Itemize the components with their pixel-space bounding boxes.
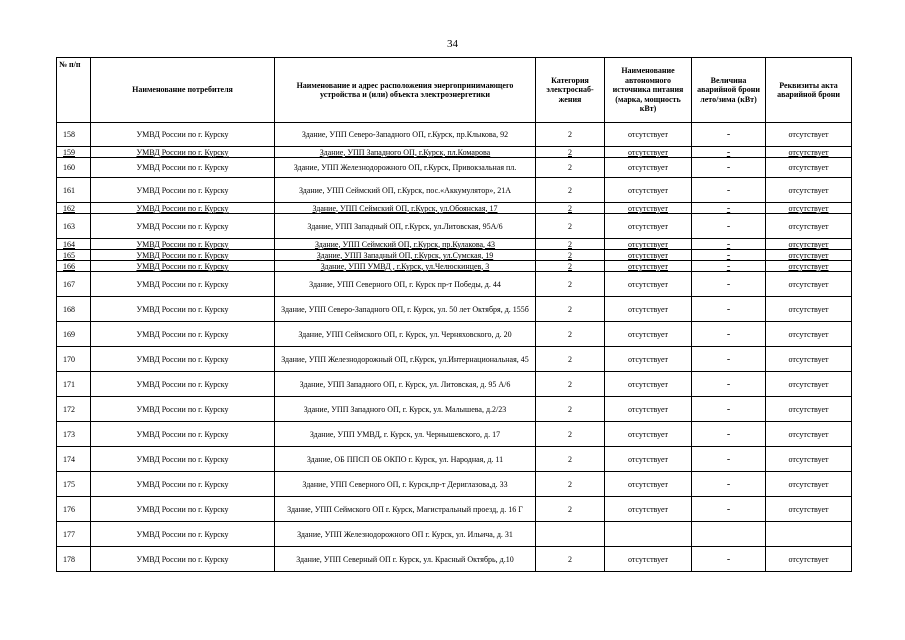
cell-category: 2 bbox=[536, 447, 605, 472]
cell-num: 178 bbox=[57, 547, 91, 572]
cell-source: отсутствует bbox=[605, 123, 692, 147]
cell-reserve: - bbox=[692, 297, 766, 322]
cell-source: отсутствует bbox=[605, 158, 692, 178]
cell-reserve: - bbox=[692, 347, 766, 372]
cell-consumer: УМВД России по г. Курску bbox=[91, 447, 275, 472]
cell-category: 2 bbox=[536, 372, 605, 397]
cell-consumer: УМВД России по г. Курску bbox=[91, 250, 275, 261]
cell-reserve: - bbox=[692, 178, 766, 203]
cell-num: 158 bbox=[57, 123, 91, 147]
cell-act: отсутствует bbox=[766, 447, 852, 472]
cell-num: 177 bbox=[57, 522, 91, 547]
cell-source: отсутствует bbox=[605, 472, 692, 497]
header-category: Категория электроснаб-жения bbox=[536, 58, 605, 123]
table-row bbox=[57, 261, 852, 272]
cell-num: 168 bbox=[57, 297, 91, 322]
cell-consumer: УМВД России по г. Курску bbox=[91, 397, 275, 422]
header-consumer: Наименование потребителя bbox=[91, 58, 275, 123]
cell-source: отсутствует bbox=[605, 239, 692, 250]
cell-category: 2 bbox=[536, 214, 605, 239]
cell-object: Здание, УПП УМВД, г. Курск, ул. Чернышевского, д. 17 bbox=[275, 422, 536, 447]
cell-consumer: УМВД России по г. Курску bbox=[91, 123, 275, 147]
cell-category: 2 bbox=[536, 147, 605, 158]
cell-object: Здание, УПП Сеймского ОП, г. Курск, ул. Черняховского, д. 20 bbox=[275, 322, 536, 347]
cell-consumer: УМВД России по г. Курску bbox=[91, 297, 275, 322]
cell-consumer: УМВД России по г. Курску bbox=[91, 347, 275, 372]
table-row bbox=[57, 214, 852, 239]
cell-act: отсутствует bbox=[766, 472, 852, 497]
cell-num: 173 bbox=[57, 422, 91, 447]
table-row bbox=[57, 203, 852, 214]
table-row bbox=[57, 250, 852, 261]
table-row bbox=[57, 372, 852, 397]
cell-consumer: УМВД России по г. Курску bbox=[91, 372, 275, 397]
cell-source: отсутствует bbox=[605, 547, 692, 572]
table-row bbox=[57, 497, 852, 522]
table-row bbox=[57, 239, 852, 250]
cell-act: отсутствует bbox=[766, 497, 852, 522]
cell-source: отсутствует bbox=[605, 203, 692, 214]
cell-source: отсутствует bbox=[605, 261, 692, 272]
cell-consumer: УМВД России по г. Курску bbox=[91, 547, 275, 572]
table-header-row bbox=[57, 58, 852, 123]
cell-reserve: - bbox=[692, 372, 766, 397]
cell-reserve: - bbox=[692, 547, 766, 572]
cell-reserve: - bbox=[692, 322, 766, 347]
cell-object: Здание, УПП Железнодорожного ОП г. Курск, ул. Ильича, д. 31 bbox=[275, 522, 536, 547]
cell-object: Здание, УПП Северного ОП, г. Курск,пр-т Дериглазова,д. 33 bbox=[275, 472, 536, 497]
cell-object: Здание, ОБ ППСП ОБ ОКПО г. Курск, ул. Народная, д. 11 bbox=[275, 447, 536, 472]
cell-category: 2 bbox=[536, 322, 605, 347]
cell-act: отсутствует bbox=[766, 250, 852, 261]
cell-num: 175 bbox=[57, 472, 91, 497]
cell-reserve: - bbox=[692, 472, 766, 497]
table-row bbox=[57, 123, 852, 147]
cell-object: Здание, УПП Северного ОП, г. Курск пр-т Победы, д. 44 bbox=[275, 272, 536, 297]
cell-consumer: УМВД России по г. Курску bbox=[91, 214, 275, 239]
table-row bbox=[57, 422, 852, 447]
cell-source bbox=[605, 522, 692, 547]
cell-reserve: - bbox=[692, 497, 766, 522]
cell-object: Здание, УПП Сеймский ОП, г.Курск, пр.Кулакова, 43 bbox=[275, 239, 536, 250]
cell-act: отсутствует bbox=[766, 261, 852, 272]
cell-category: 2 bbox=[536, 158, 605, 178]
cell-source: отсутствует bbox=[605, 297, 692, 322]
cell-source: отсутствует bbox=[605, 322, 692, 347]
cell-num: 160 bbox=[57, 158, 91, 178]
cell-category: 2 bbox=[536, 422, 605, 447]
cell-act bbox=[766, 522, 852, 547]
cell-object: Здание, УПП Западного ОП, г. Курск, ул. Малышева, д.2/23 bbox=[275, 397, 536, 422]
cell-act: отсутствует bbox=[766, 158, 852, 178]
cell-reserve: - bbox=[692, 261, 766, 272]
cell-act: отсутствует bbox=[766, 422, 852, 447]
cell-act: отсутствует bbox=[766, 214, 852, 239]
cell-num: 161 bbox=[57, 178, 91, 203]
cell-consumer: УМВД России по г. Курску bbox=[91, 158, 275, 178]
cell-act: отсутствует bbox=[766, 347, 852, 372]
cell-act: отсутствует bbox=[766, 397, 852, 422]
consumers-table bbox=[56, 57, 852, 572]
table-row bbox=[57, 272, 852, 297]
table-row bbox=[57, 178, 852, 203]
cell-reserve: - bbox=[692, 250, 766, 261]
table-row bbox=[57, 158, 852, 178]
cell-object: Здание, УПП УМВД , г.Курск, ул.Челюскинцев, 3 bbox=[275, 261, 536, 272]
cell-num: 166 bbox=[57, 261, 91, 272]
cell-consumer: УМВД России по г. Курску bbox=[91, 178, 275, 203]
table-row bbox=[57, 322, 852, 347]
cell-act: отсутствует bbox=[766, 178, 852, 203]
cell-num: 162 bbox=[57, 203, 91, 214]
cell-category: 2 bbox=[536, 297, 605, 322]
page-number: 34 bbox=[447, 38, 458, 50]
cell-source: отсутствует bbox=[605, 214, 692, 239]
cell-reserve: - bbox=[692, 272, 766, 297]
cell-source: отсутствует bbox=[605, 372, 692, 397]
cell-category: 2 bbox=[536, 203, 605, 214]
cell-reserve: - bbox=[692, 203, 766, 214]
cell-num: 164 bbox=[57, 239, 91, 250]
table-row bbox=[57, 447, 852, 472]
cell-act: отсутствует bbox=[766, 203, 852, 214]
cell-object: Здание, УПП Железнодорожного ОП, г.Курск, Привокзальная пл. bbox=[275, 158, 536, 178]
cell-source: отсутствует bbox=[605, 422, 692, 447]
cell-object: Здание, УПП Сеймский ОП, г.Курск, ул.Обоянская, 17 bbox=[275, 203, 536, 214]
header-object: Наименование и адрес расположения энергопринимающего устройства и (или) объекта электроэнергетики bbox=[275, 58, 536, 123]
cell-consumer: УМВД России по г. Курску bbox=[91, 322, 275, 347]
cell-consumer: УМВД России по г. Курску bbox=[91, 272, 275, 297]
table-row bbox=[57, 147, 852, 158]
cell-num: 167 bbox=[57, 272, 91, 297]
table-body bbox=[57, 123, 852, 572]
cell-category: 2 bbox=[536, 547, 605, 572]
cell-consumer: УМВД России по г. Курску bbox=[91, 147, 275, 158]
cell-category: 2 bbox=[536, 272, 605, 297]
cell-source: отсутствует bbox=[605, 447, 692, 472]
cell-category bbox=[536, 522, 605, 547]
cell-category: 2 bbox=[536, 497, 605, 522]
cell-num: 165 bbox=[57, 250, 91, 261]
cell-consumer: УМВД России по г. Курску bbox=[91, 522, 275, 547]
cell-category: 2 bbox=[536, 261, 605, 272]
cell-act: отсутствует bbox=[766, 239, 852, 250]
cell-object: Здание, УПП Северо-Западного ОП, г.Курск, пр.Клыкова, 92 bbox=[275, 123, 536, 147]
header-reserve: Величина аварийной брони лето/зима (кВт) bbox=[692, 58, 766, 123]
cell-source: отсутствует bbox=[605, 250, 692, 261]
cell-object: Здание, УПП Западный ОП, г.Курск, ул.Сумская, 19 bbox=[275, 250, 536, 261]
cell-category: 2 bbox=[536, 397, 605, 422]
cell-act: отсутствует bbox=[766, 147, 852, 158]
cell-object: Здание, УПП Сеймского ОП г. Курск, Магистральный проезд, д. 16 Г bbox=[275, 497, 536, 522]
table-row bbox=[57, 522, 852, 547]
cell-reserve: - bbox=[692, 147, 766, 158]
cell-source: отсутствует bbox=[605, 272, 692, 297]
header-num: № п/п bbox=[57, 58, 91, 123]
cell-num: 172 bbox=[57, 397, 91, 422]
cell-num: 176 bbox=[57, 497, 91, 522]
cell-reserve: - bbox=[692, 447, 766, 472]
table-row bbox=[57, 547, 852, 572]
cell-object: Здание, УПП Северо-Западного ОП, г. Курск, ул. 50 лет Октября, д. 155б bbox=[275, 297, 536, 322]
cell-reserve: - bbox=[692, 397, 766, 422]
cell-act: отсутствует bbox=[766, 272, 852, 297]
table-row bbox=[57, 397, 852, 422]
cell-object: Здание, УПП Северный ОП г. Курск, ул. Красный Октябрь, д.10 bbox=[275, 547, 536, 572]
cell-source: отсутствует bbox=[605, 347, 692, 372]
table-row bbox=[57, 297, 852, 322]
cell-source: отсутствует bbox=[605, 147, 692, 158]
cell-act: отсутствует bbox=[766, 297, 852, 322]
cell-act: отсутствует bbox=[766, 372, 852, 397]
cell-consumer: УМВД России по г. Курску bbox=[91, 422, 275, 447]
cell-num: 163 bbox=[57, 214, 91, 239]
cell-reserve: - bbox=[692, 214, 766, 239]
cell-object: Здание, УПП Западного ОП, г.Курск, пл.Комарова bbox=[275, 147, 536, 158]
cell-reserve: - bbox=[692, 123, 766, 147]
cell-category: 2 bbox=[536, 239, 605, 250]
cell-act: отсутствует bbox=[766, 322, 852, 347]
cell-object: Здание, УПП Западного ОП, г. Курск, ул. Литовская, д. 95 А/6 bbox=[275, 372, 536, 397]
cell-category: 2 bbox=[536, 250, 605, 261]
cell-category: 2 bbox=[536, 178, 605, 203]
cell-object: Здание, УПП Железнодорожный ОП, г.Курск, ул.Интернациональная, 45 bbox=[275, 347, 536, 372]
table-row bbox=[57, 347, 852, 372]
header-source: Наименование автономного источника питания (марка, мощность кВт) bbox=[605, 58, 692, 123]
cell-num: 171 bbox=[57, 372, 91, 397]
cell-act: отсутствует bbox=[766, 547, 852, 572]
cell-category: 2 bbox=[536, 123, 605, 147]
cell-object: Здание, УПП Сеймский ОП, г.Курск, пос.«Аккумулятор», 21А bbox=[275, 178, 536, 203]
cell-category: 2 bbox=[536, 347, 605, 372]
cell-consumer: УМВД России по г. Курску bbox=[91, 239, 275, 250]
cell-consumer: УМВД России по г. Курску bbox=[91, 497, 275, 522]
cell-reserve bbox=[692, 522, 766, 547]
cell-consumer: УМВД России по г. Курску bbox=[91, 203, 275, 214]
cell-reserve: - bbox=[692, 158, 766, 178]
cell-num: 174 bbox=[57, 447, 91, 472]
cell-source: отсутствует bbox=[605, 397, 692, 422]
cell-source: отсутствует bbox=[605, 497, 692, 522]
cell-source: отсутствует bbox=[605, 178, 692, 203]
cell-object: Здание, УПП Западный ОП, г.Курск, ул.Литовская, 95А/6 bbox=[275, 214, 536, 239]
table-row bbox=[57, 472, 852, 497]
cell-reserve: - bbox=[692, 239, 766, 250]
cell-num: 169 bbox=[57, 322, 91, 347]
cell-act: отсутствует bbox=[766, 123, 852, 147]
header-act: Реквизиты акта аварийной брони bbox=[766, 58, 852, 123]
cell-num: 159 bbox=[57, 147, 91, 158]
cell-num: 170 bbox=[57, 347, 91, 372]
cell-reserve: - bbox=[692, 422, 766, 447]
cell-consumer: УМВД России по г. Курску bbox=[91, 261, 275, 272]
cell-category: 2 bbox=[536, 472, 605, 497]
cell-consumer: УМВД России по г. Курску bbox=[91, 472, 275, 497]
